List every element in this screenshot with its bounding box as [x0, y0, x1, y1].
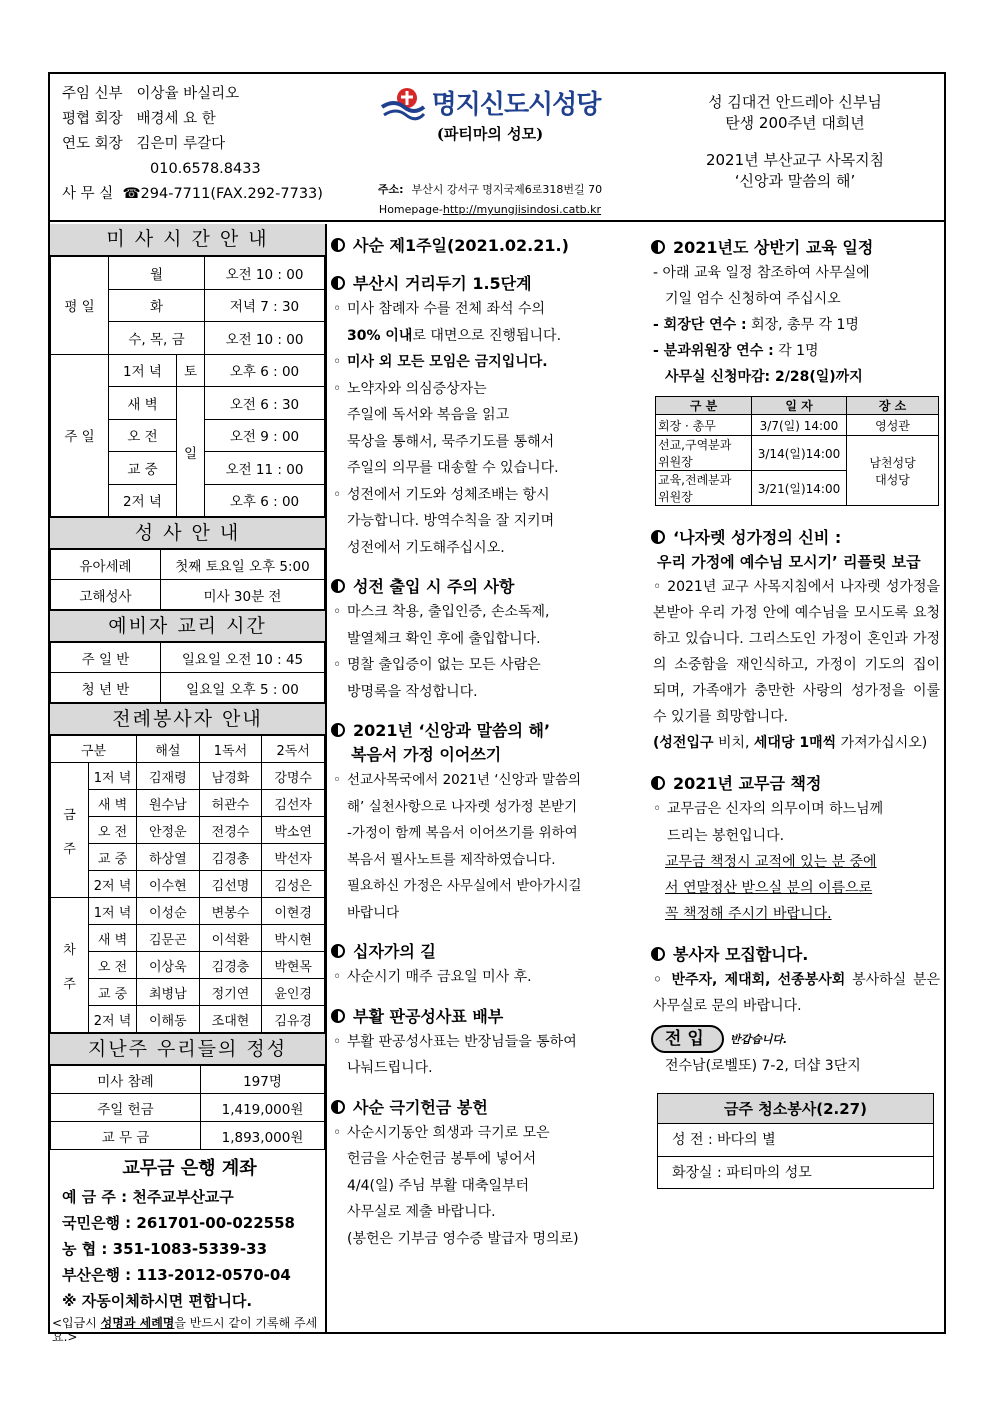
- half-circle-icon: [651, 776, 665, 790]
- deposit-note: <입금시 성명과 세례명을 반드시 같이 기록해 주세요.>: [52, 1316, 318, 1344]
- staff-pastor: 주임 신부 이상율 바실리오: [62, 86, 240, 102]
- header-motto: 성 김대건 안드레아 신부님 탄생 200주년 대희년 2021년 부산교구 사목지침 ‘신앙과 말씀의 해’: [705, 93, 885, 190]
- header: [50, 74, 944, 222]
- right-column: 2021년도 상반기 교육 일정 - 아래 교육 일정 참조하여 사무실에 기일 엄수 신청하여 주십시오 - 회장단 연수 : 회장, 총무 각 1명 - 분과위원장 연수 : 각 1명 사무실 신청마감: 2/28(일)까지 구 분 일 자 장 소 회장 · 총무 3/7(일) 14:00 영성관 선교,구역분과 위원장 3/14(일)14:00 남천성당 대성당 교육,전례분과 위원장 3/21(일)14:00 ‘나자렛 성가정의 신비 : 우리 가정에 예수님 모시기’ 리플릿 보급 ◦ 2021년 교구 사목지침에서 나자렛 성가정을 본받아 우리 가정 안에 예수님을 모시도록 요청하고 있습니다. 그리스도인 가정이 혼인과 가정의 소중함을 재인식하고, 가정이 기도의 집이 되며, 가족애가 충만한 사랑의 성가정을 이룰 수 있기를 희망합니다. (성전입구 비치, 세대당 1매씩 가져가십시오) 2021년 교무금 책정 ◦ 교무금은 신자의 의무이며 하느님께 드리는 봉헌입니다. 교무금 책정시 교적에 있는 분 중에 서 연말정산 받으실 분의 이름으로 꼭 책정해 주시기 바랍니다. 봉사자 모집합니다. ◦ 반주자, 제대회, 선종봉사회 봉사하실 분은 사무실로 문의 바랍니다. 전입 반갑습니다. 전수남(로벨또) 7-2, 더샵 3단지 금주 청소봉사(2.27) 성 전 : 바다의 별 화장실 : 파티마의 성모: [647, 224, 944, 1334]
- church-name: 명지신도시성당: [431, 90, 601, 120]
- sacrament-heading: 성 사 안 내: [50, 517, 325, 549]
- section-volunteer-recruit: 봉사자 모집합니다.: [651, 943, 940, 967]
- catechism-heading: 예비자 교리 시간: [50, 610, 325, 642]
- left-column: [50, 224, 327, 1344]
- volunteers-table: 구분 해설 1독서 2독서 금 주 1저 녁 김재령 남경화 강명수 새 벽 원수남 허관수 김선자 오 전 안정운 전경수 박소연 교 중 하상열 김경총 박선자 2저 녁 이수현 김선명 김성은 차 주 1저 녁 이성순 변봉수 이현경 새 벽 김문곤 이석환 박시현 오 전 이상욱 김경충 박현목 교 중 최병남 정기연 윤인경 2저 녁 이해동 조대현 김유경: [50, 735, 325, 1033]
- church-title: [340, 84, 640, 220]
- welcome-badge: 전입: [651, 1025, 724, 1053]
- church-subtitle: (파티마의 성모): [436, 125, 544, 143]
- catechism-table: 주 일 반 일요일 오전 10 : 45 청 년 반 일요일 오후 5 : 00: [50, 642, 325, 703]
- offering-table: 미사 참례 197명 주일 헌금 1,419,000원 교 무 금 1,893,000원: [50, 1065, 325, 1150]
- sacrament-table: 유아세례 첫째 토요일 오후 5:00 고해성사 미사 30분 전: [50, 549, 325, 610]
- half-circle-icon: [331, 238, 345, 252]
- welcome-text: 반갑습니다.: [729, 1033, 788, 1046]
- bank-accounts: 교무금 은행 계좌 예 금 주 : 천주교부산교구 국민은행 : 261701-00-022558 농 협 : 351-1083-5339-33 부산은행 : 113-2012-0570-04 ※ 자동이체하시면 편합니다.: [50, 1150, 325, 1314]
- homepage-link[interactable]: http://myungjisindosi.catb.kr: [442, 203, 602, 216]
- half-circle-icon: [651, 947, 665, 961]
- mass-times-table: 평 일 월 오전 10 : 00 화 저녁 7 : 30 수, 목, 금 오전 10 : 00 주 일 1저 녁 토 오후 6 : 00 새 벽 일 오전 6 : 30 오 전 오전 9 : 00 교 중 오전 11 : 00 2저 녁 오후 6 : 00: [50, 256, 325, 517]
- new-member: 전수남(로벨또) 7-2, 더샵 3단지: [665, 1058, 861, 1074]
- half-circle-icon: [331, 1009, 345, 1023]
- half-circle-icon: [651, 240, 665, 254]
- church-logo-icon: [380, 85, 426, 121]
- staff-council: 평협 회장 배경세 요 한: [62, 111, 216, 127]
- half-circle-icon: [331, 276, 345, 290]
- cleaning-heading: 금주 청소봉사(2.27): [658, 1094, 933, 1124]
- cleaning-box: 금주 청소봉사(2.27) 성 전 : 바다의 별 화장실 : 파티마의 성모: [657, 1093, 934, 1189]
- section-holy-family: ‘나자렛 성가정의 신비 :: [651, 526, 940, 550]
- address-block: 주소: 부산시 강서구 명지국제6로318번길 70 Homepage-http://myungjisindosi.catb.kr: [377, 183, 603, 216]
- education-table: 구 분 일 자 장 소 회장 · 총무 3/7(일) 14:00 영성관 선교,구역분과 위원장 3/14(일)14:00 남천성당 대성당 교육,전례분과 위원장 3/21(일)14:00: [655, 396, 939, 506]
- bulletin-frame: [48, 72, 946, 1344]
- half-circle-icon: [331, 579, 345, 593]
- volunteers-heading: 전례봉사자 안내: [50, 703, 325, 735]
- staff-yeondo: 연도 회장 김은미 루갈다: [62, 136, 226, 152]
- offering-heading: 지난주 우리들의 정성: [50, 1033, 325, 1065]
- address: 부산시 강서구 명지국제6로318번길 70: [411, 183, 603, 196]
- section-gospel-copying: 2021년 ‘신앙과 말씀의 해’: [331, 719, 639, 743]
- staff-info: [62, 82, 332, 207]
- mass-times-heading: 미 사 시 간 안 내: [50, 224, 325, 256]
- section-tithe: 2021년 교무금 책정: [651, 772, 940, 796]
- office-phone: 사 무 실 ☎294-7711(FAX.292-7733): [62, 186, 323, 202]
- section-education-schedule: 2021년도 상반기 교육 일정: [651, 236, 940, 260]
- middle-column: 사순 제1주일(2021.02.21.) 부산시 거리두기 1.5단계 ◦ 미사 참례자 수를 전체 좌석 수의 30% 이내로 대면으로 진행됩니다. ◦ 미사 외 모든 모임은 금지입니다. ◦ 노약자와 의심증상자는 주일에 독서와 복음을 읽고 묵상을 통해서, 묵주기도를 통해서 주일의 의무를 대송할 수 있습니다. ◦ 성전에서 기도와 성체조배는 항시 가능합니다. 방역수칙을 잘 지키며 성전에서 기도해주십시오. 성전 출입 시 주의 사항 ◦ 마스크 착용, 출입인증, 손소독제, 발열체크 확인 후에 출입합니다. ◦ 명찰 출입증이 없는 모든 사람은 방명록을 작성합니다. 2021년 ‘신앙과 말씀의 해’ 복음서 가정 이어쓰기 ◦ 선교사목국에서 2021년 ‘신앙과 말씀의 해’ 실천사항으로 나자렛 성가정 본받기 -가정이 함께 복음서 이어쓰기를 위하여 복음서 필사노트를 제작하였습니다. 필요하신 가정은 사무실에서 받아가시길 바랍니다 십자가의 길 ◦ 사순시기 매주 금요일 미사 후. 부활 판공성사표 배부 ◦ 부활 판공성사표는 반장님들을 통하여 나눠드립니다. 사순 극기헌금 봉헌 ◦ 사순시기동안 희생과 극기로 모은 헌금을 사순헌금 봉투에 넣어서 4/4(일) 주님 부활 대축일부터 사무실로 제출 바랍니다. (봉헌은 기부금 영수증 발급자 명의로): [329, 224, 645, 1334]
- welcome-row: [651, 1025, 940, 1053]
- section-easter-confession: 부활 판공성사표 배부: [331, 1005, 639, 1029]
- section-entry-rules: 성전 출입 시 주의 사항: [331, 575, 639, 599]
- half-circle-icon: [331, 944, 345, 958]
- bank-heading: 교무금 은행 계좌: [122, 1158, 257, 1179]
- half-circle-icon: [651, 530, 665, 544]
- section-distancing: 부산시 거리두기 1.5단계: [331, 272, 639, 296]
- section-lent-sunday: 사순 제1주일(2021.02.21.): [331, 234, 639, 258]
- half-circle-icon: [331, 1100, 345, 1114]
- half-circle-icon: [331, 723, 345, 737]
- section-lent-offering: 사순 극기헌금 봉헌: [331, 1096, 639, 1120]
- staff-phone: 010.6578.8433: [150, 161, 261, 177]
- section-stations-of-cross: 십자가의 길: [331, 940, 639, 964]
